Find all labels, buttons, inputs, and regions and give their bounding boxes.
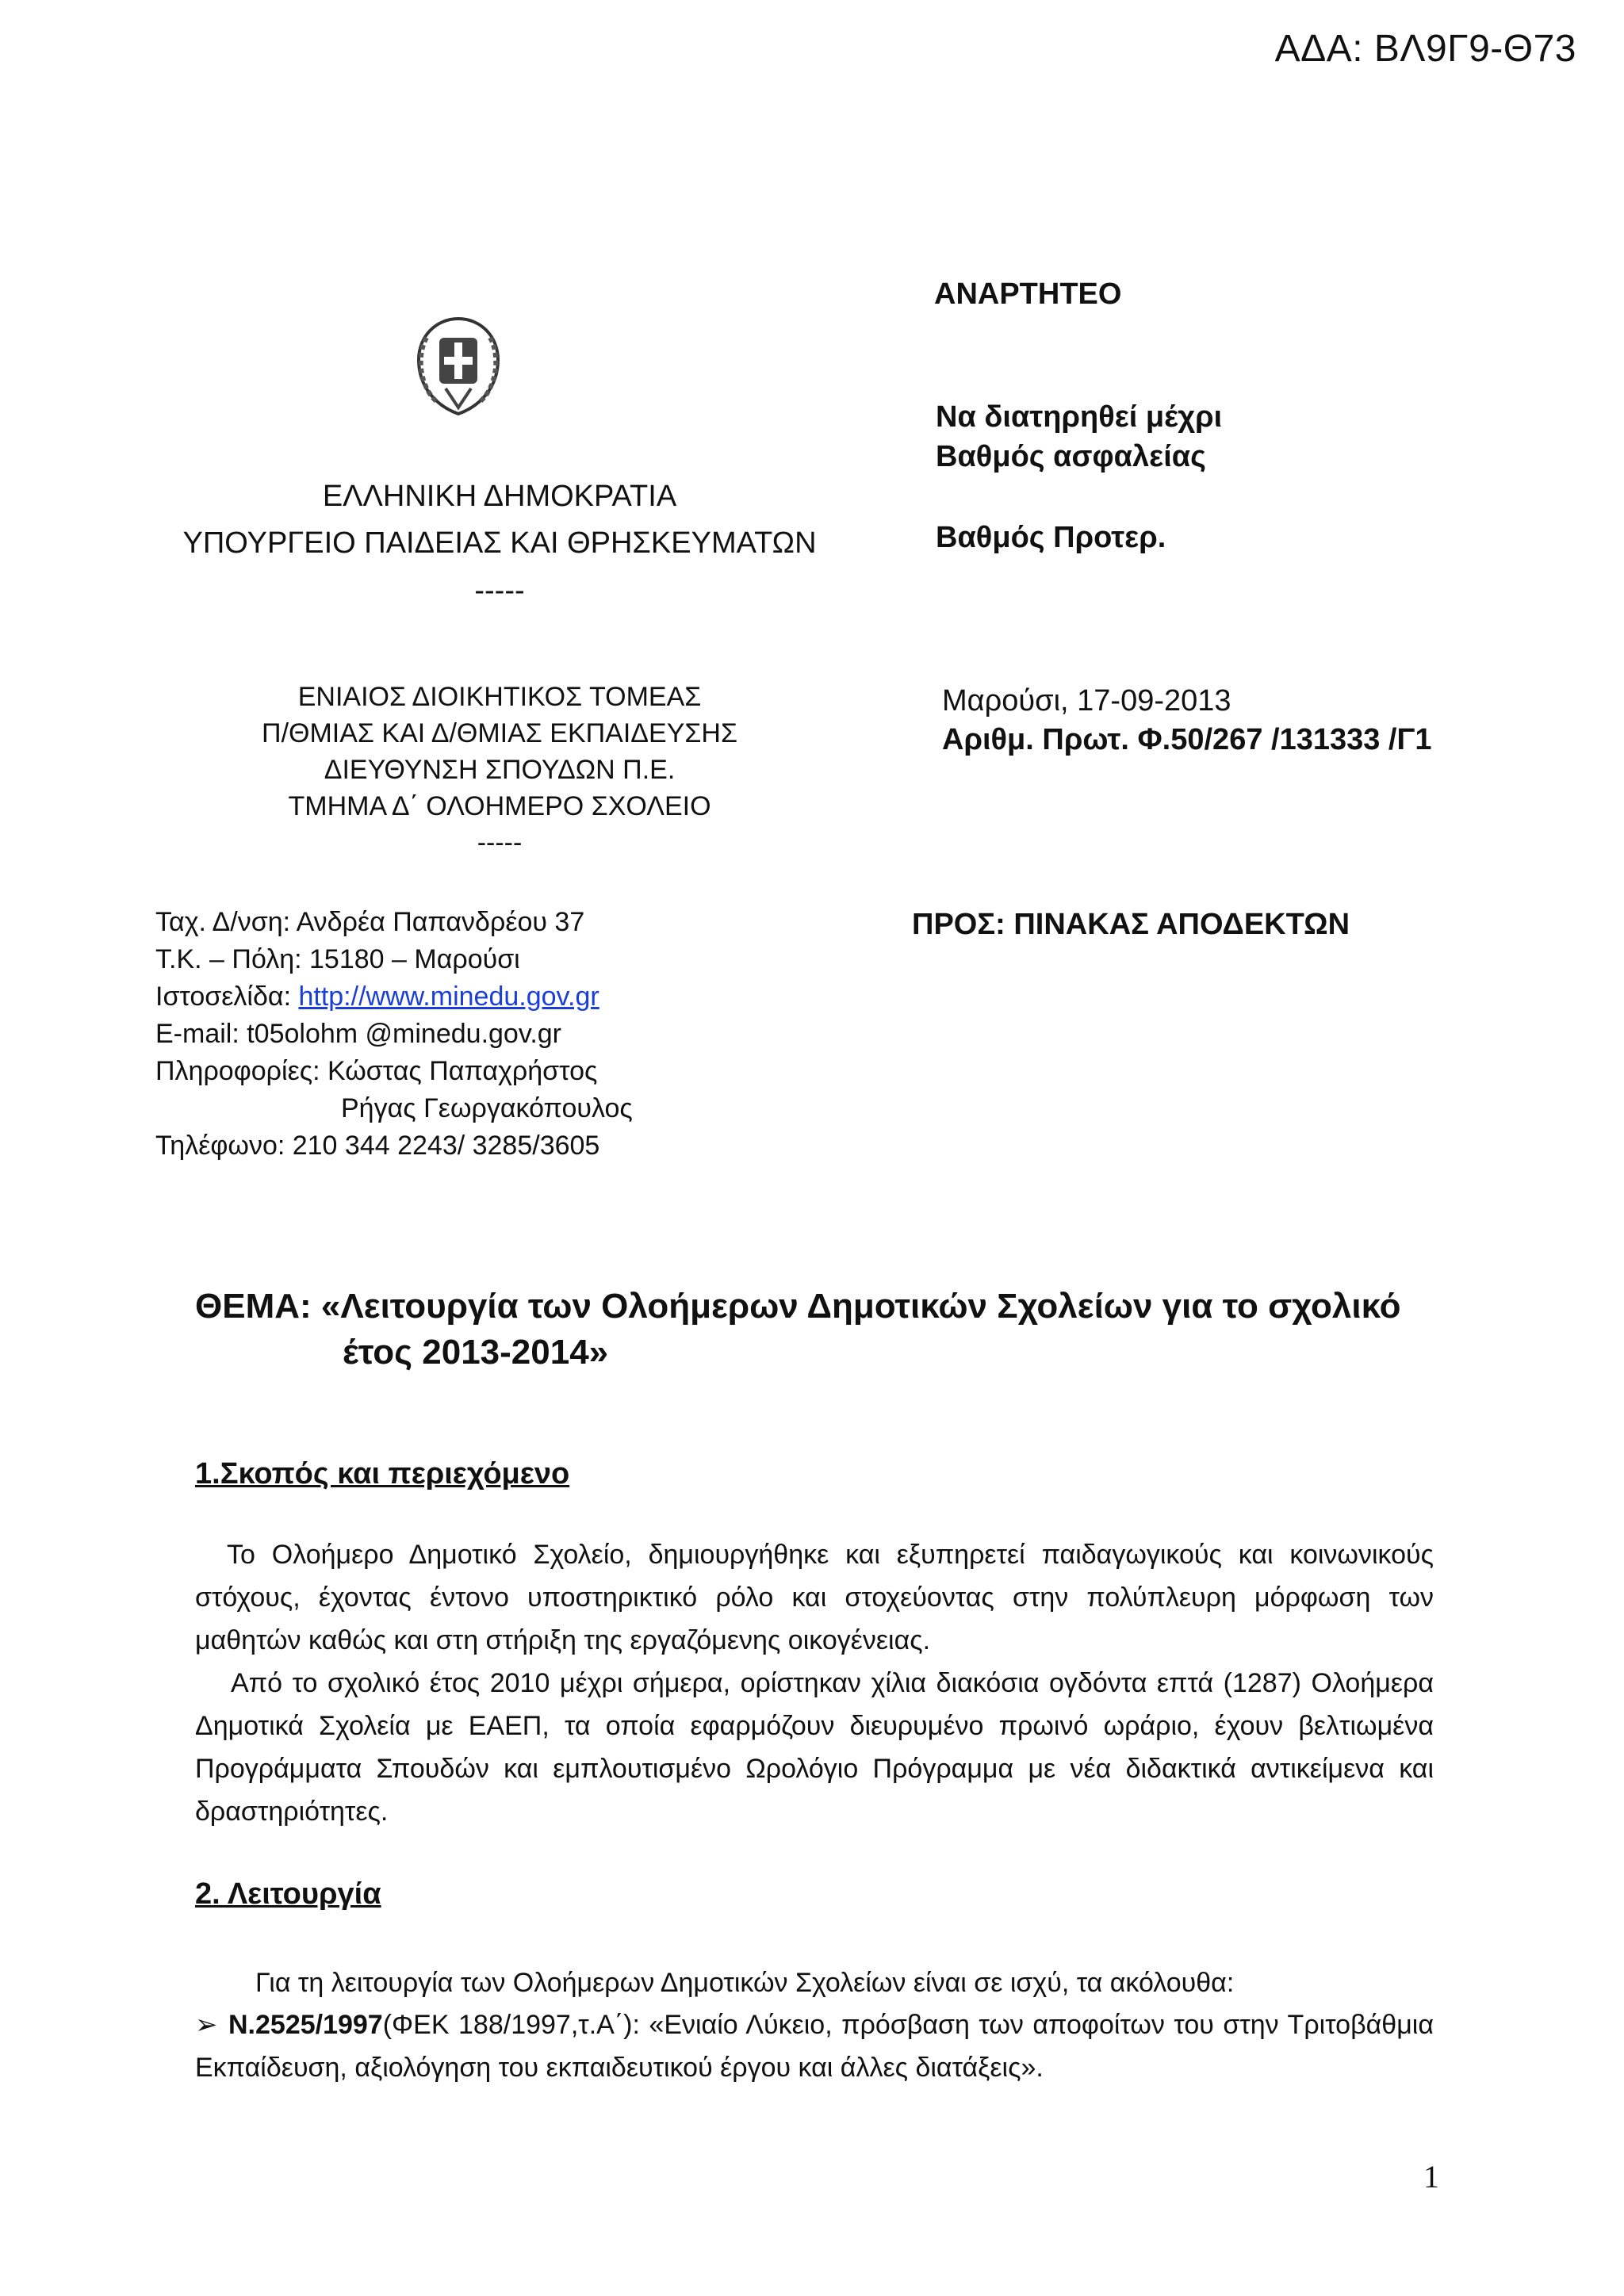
contact-website <box>155 978 633 1016</box>
greek-coat-of-arms-emblem-icon <box>409 314 508 419</box>
contact-address: Ταχ. Δ/νση: Ανδρέα Παπανδρέου 37 <box>155 907 585 937</box>
contact-phone: Τηλέφωνο: 210 344 2243/ 3285/3605 <box>155 1131 600 1161</box>
section-1-paragraph-1: Το Ολοήμερο Δημοτικό Σχολείο, δημιουργήθηκε και εξυπηρετεί παιδαγωγικούς και κοινωνικούς στόχους, έχοντας έντονο υποστηρικτικό ρόλο και στοχεύοντας στην πολύπλευρη μόρφωση των μαθητών καθώς και στη στήριξη της εργαζόμενης οικογένειας. <box>195 1540 1434 1655</box>
contact-block <box>155 904 633 1165</box>
department-line-2: Π/ΘΜΙΑΣ ΚΑΙ Δ/ΘΜΙΑΣ ΕΚΠΑΙΔΕΥΣΗΣ <box>262 718 737 748</box>
website-link[interactable]: http://www.minedu.gov.gr <box>298 982 599 1012</box>
department-line-3: ΔΙΕΥΘΥΝΣΗ ΣΠΟΥΔΩΝ Π.Ε. <box>324 755 676 785</box>
security-level-label: Βαθμός ασφαλείας <box>936 440 1206 473</box>
header-separator: ----- <box>474 574 525 607</box>
contact-info: Πληροφορίες: Κώστας Παπαχρήστος <box>155 1056 598 1086</box>
department-line-4: ΤΜΗΜΑ Δ΄ ΟΛΟΗΜΕΡΟ ΣΧΟΛΕΙΟ <box>288 791 711 821</box>
ministry-title: ΥΠΟΥΡΓΕΙΟ ΠΑΙΔΕΙΑΣ ΚΑΙ ΘΡΗΣΚΕΥΜΑΤΩΝ <box>182 526 817 560</box>
ada-code: ΑΔΑ: ΒΛ9Γ9-Θ73 <box>1274 28 1576 70</box>
law-reference: Ν.2525/1997 <box>228 2010 383 2040</box>
document-date: Μαρούσι, 17-09-2013 <box>942 684 1231 718</box>
page-number: 1 <box>1423 2159 1439 2195</box>
department-line-1: ΕΝΙΑΙΟΣ ΔΙΟΙΚΗΤΙΚΟΣ ΤΟΜΕΑΣ <box>297 682 702 712</box>
section-2-heading: 2. Λειτουργία <box>195 1877 381 1911</box>
priority-level-label: Βαθμός Προτερ. <box>936 521 1166 554</box>
subject-line-2: έτος 2013-2014» <box>343 1333 609 1372</box>
keep-until-label: Να διατηρηθεί μέχρι <box>936 400 1223 434</box>
section-1-body <box>195 1533 1434 1833</box>
section-1-heading: 1.Σκοπός και περιεχόμενο <box>195 1457 570 1490</box>
law-bullet-item <box>195 2003 1434 2089</box>
website-label: Ιστοσελίδα: <box>155 982 299 1012</box>
contact-postal: Τ.Κ. – Πόλη: 15180 – Μαρούσι <box>155 944 520 974</box>
posting-label: ΑΝΑΡΤΗΤΕΟ <box>934 277 1122 311</box>
republic-title: ΕΛΛΗΝΙΚΗ ΔΗΜΟΚΡΑΤΙΑ <box>322 480 677 513</box>
arrow-bullet-icon: ➢ <box>195 2010 218 2040</box>
contact-email: E-mail: t05olohm @minedu.gov.gr <box>155 1019 561 1049</box>
department-separator: ----- <box>477 828 523 858</box>
contact-info-second: Ρήγας Γεωργακόπουλος <box>341 1093 633 1123</box>
section-1-paragraph-2: Από το σχολικό έτος 2010 μέχρι σήμερα, ορίστηκαν χίλια διακόσια ογδόντα επτά (1287) Ολοήμερα Δημοτικά Σχολεία με ΕΑΕΠ, τα οποία εφαρμόζουν διευρυμένο πρωινό ωράριο, έχουν βελτιωμένα Προγράμματα Σπουδών και εμπλουτισμένο Ωρολόγιο Πρόγραμμα με νέα διδακτικά αντικείμενα και δραστηριότητες. <box>195 1668 1434 1827</box>
subject-line-1: ΘΕΜΑ: «Λειτουργία των Ολοήμερων Δημοτικών Σχολείων για το σχολικό <box>195 1287 1401 1326</box>
protocol-number: Αριθμ. Πρωτ. Φ.50/267 /131333 /Γ1 <box>942 723 1432 756</box>
recipients-label: ΠΡΟΣ: ΠΙΝΑΚΑΣ ΑΠΟΔΕΚΤΩΝ <box>912 908 1350 941</box>
section-2-intro: Για τη λειτουργία των Ολοήμερων Δημοτικών Σχολείων είναι σε ισχύ, τα ακόλουθα: <box>255 1968 1235 1998</box>
law-description: (ΦΕΚ 188/1997,τ.Α΄): «Ενιαίο Λύκειο, πρόσβαση των αποφοίτων του στην Τριτοβάθμια Εκπαίδευση, αξιολόγηση του εκπαιδευτικού έργου και άλλες διατάξεις». <box>195 2010 1434 2083</box>
